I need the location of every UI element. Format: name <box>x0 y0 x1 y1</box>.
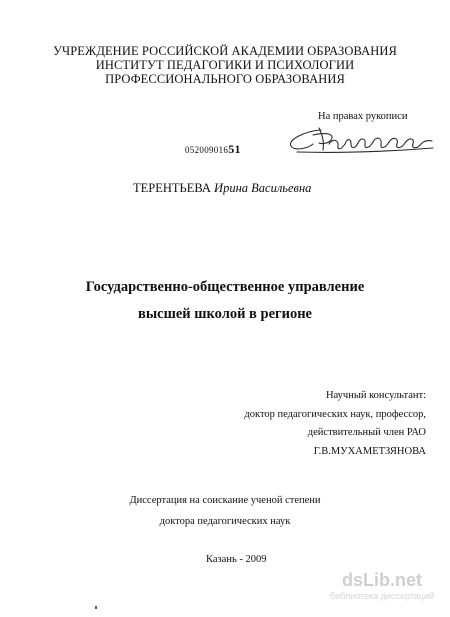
author-surname: ТЕРЕНТЬЕВА <box>133 181 211 195</box>
scan-speck <box>95 606 97 609</box>
watermark-subtitle: библиотека диссертаций <box>329 591 434 601</box>
city-year: Казань - 2009 <box>206 554 267 565</box>
degree-line-1: Диссертация на соискание ученой степени <box>129 495 321 506</box>
degree-statement <box>0 490 450 532</box>
institution-header <box>0 44 450 86</box>
institution-line-3: ПРОФЕССИОНАЛЬНОГО ОБРАЗОВАНИЯ <box>105 72 345 86</box>
author-name <box>133 181 311 196</box>
document-code-main: 05200901 <box>185 145 224 155</box>
watermark <box>320 570 444 610</box>
document-code-suffix: 6 <box>223 145 229 155</box>
document-code <box>185 142 241 157</box>
dissertation-title <box>0 274 450 328</box>
watermark-logo: dsLib.net <box>342 570 422 590</box>
document-code-big: 51 <box>228 142 241 156</box>
author-given-names: Ирина Васильевна <box>214 181 312 195</box>
consultant-membership: действительный член РАО <box>307 427 426 438</box>
title-line-2: высшей школой в регионе <box>137 306 312 322</box>
consultant-name: Г.В.МУХАМЕТЗЯНОВА <box>313 445 426 457</box>
degree-line-2: доктора педагогических наук <box>159 516 291 527</box>
institution-line-1: УЧРЕЖДЕНИЕ РОССИЙСКОЙ АКАДЕМИИ ОБРАЗОВАНИЯ <box>53 44 397 58</box>
institution-line-2: ИНСТИТУТ ПЕДАГОГИКИ И ПСИХОЛОГИИ <box>95 58 355 72</box>
title-line-1: Государственно-общественное управление <box>85 279 365 295</box>
manuscript-rights-note: На правах рукописи <box>318 111 408 122</box>
consultant-heading: Научный консультант: <box>325 390 426 401</box>
consultant-degree: доктор педагогических наук, профессор, <box>244 408 426 420</box>
scientific-consultant <box>212 387 426 461</box>
handwritten-signature <box>283 122 443 160</box>
